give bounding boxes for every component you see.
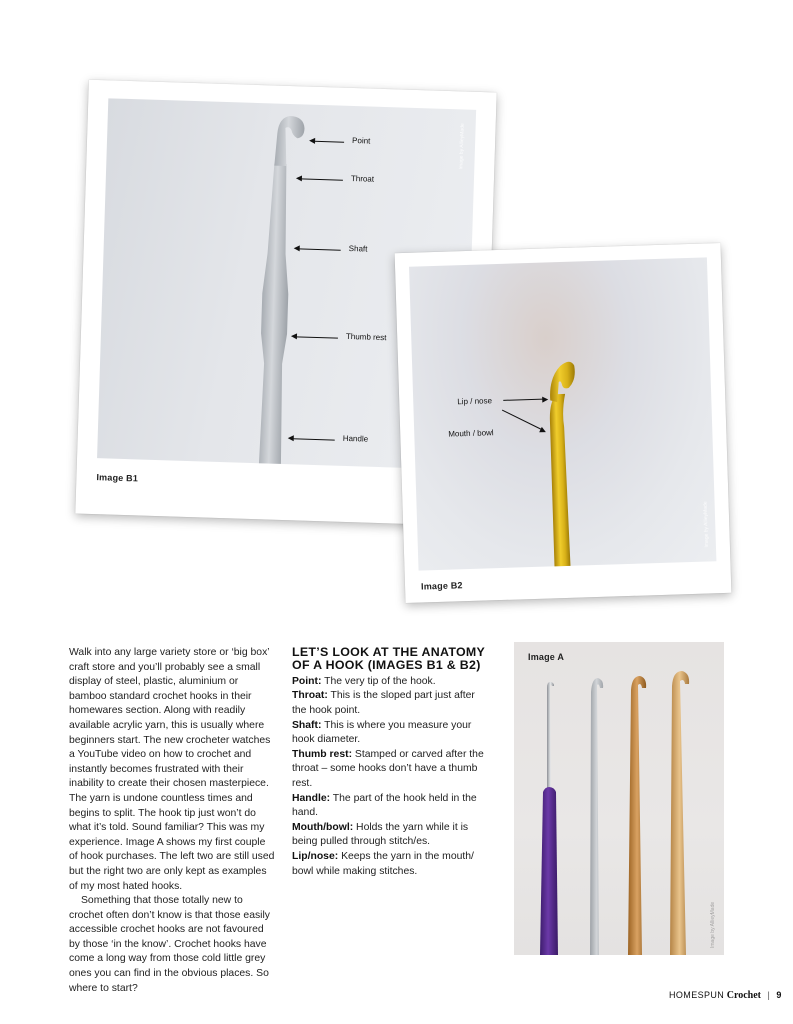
term-mouth-bowl: Mouth/bowl: Holds the yarn while it is being pulled through stitch/es. xyxy=(292,821,469,848)
caption-b1: Image B1 xyxy=(96,472,139,484)
page-number: 9 xyxy=(776,990,782,1000)
photo-credit-a: Image by AllieyMade xyxy=(710,901,716,948)
term-throat: Throat: This is the sloped part just after the hook point. xyxy=(292,690,475,716)
label-shaft: Shaft xyxy=(348,243,368,254)
photo-first-hooks xyxy=(514,642,724,955)
page-footer xyxy=(669,990,781,1001)
caption-a: Image A xyxy=(528,652,565,662)
article-column-1 xyxy=(69,646,275,994)
section-heading-anatomy: LET’S LOOK AT THE ANATOMY OF A HOOK (IMAGES B1 & B2) xyxy=(292,645,485,673)
photo-credit-b2: Image by AllieyMade xyxy=(702,501,710,548)
term-thumb-rest: Thumb rest: Stamped or carved after the throat – some hooks don’t have a thumb rest. xyxy=(292,748,484,789)
footer-separator: | xyxy=(767,990,770,1000)
term-shaft: Shaft: This is where you measure your hook diameter. xyxy=(292,719,472,746)
term-handle: Handle: The part of the hook held in the hand. xyxy=(292,792,477,819)
photo-hook-anatomy-gold xyxy=(409,257,716,570)
article-column-2 xyxy=(292,646,492,879)
term-lip-nose: Lip/nose: Keeps the yarn in the mouth/ bowl while making stitches. xyxy=(292,850,474,877)
gold-hook-illustration xyxy=(409,257,716,570)
term-point: Point: The very tip of the hook. xyxy=(292,675,436,687)
anatomy-term-list xyxy=(292,675,492,879)
label-lip-nose: Lip / nose xyxy=(457,396,493,407)
photo-credit-b1: Image by AllieyMade xyxy=(458,123,466,170)
footer-magazine: Crochet xyxy=(726,990,761,1001)
paragraph-in-the-know: Something that those totally new to crochet often don’t know is that those easily accessible crochet hooks are not favoured by those ‘in the know’. Crochet hooks have come a long way from those cold little grey ones you can find in the obvious places. So where to start? xyxy=(69,895,270,994)
label-handle: Handle xyxy=(342,433,369,444)
label-thumb-rest: Thumb rest xyxy=(345,331,387,343)
paragraph-intro: Walk into any large variety store or ‘big box’ craft store and you’ll probably see a small display of steel, plastic, aluminium or bamboo standard crochet hooks in their homewares section. Along with readily available acrylic yarn, this is usually where beginners start. The new crocheter watches a YouTube video on how to crochet and instantly becomes frustrated with their inability to create their chosen masterpiece. The yarn is undone countless times and begins to split. The hook tip just won’t do what it’s told. Sound familiar? This was my experience. Image A shows my first couple of hook purchases. The left two are still used but the right two are only kept as examples of my most hated hooks. xyxy=(69,647,275,892)
label-point: Point xyxy=(351,135,371,146)
label-mouth-bowl: Mouth / bowl xyxy=(448,428,494,439)
label-throat: Throat xyxy=(350,173,375,184)
caption-b2: Image B2 xyxy=(420,580,463,592)
four-hooks-illustration xyxy=(514,642,724,955)
photo-card-b2 xyxy=(395,243,732,603)
footer-brand: HOMESPUN xyxy=(669,990,725,1000)
